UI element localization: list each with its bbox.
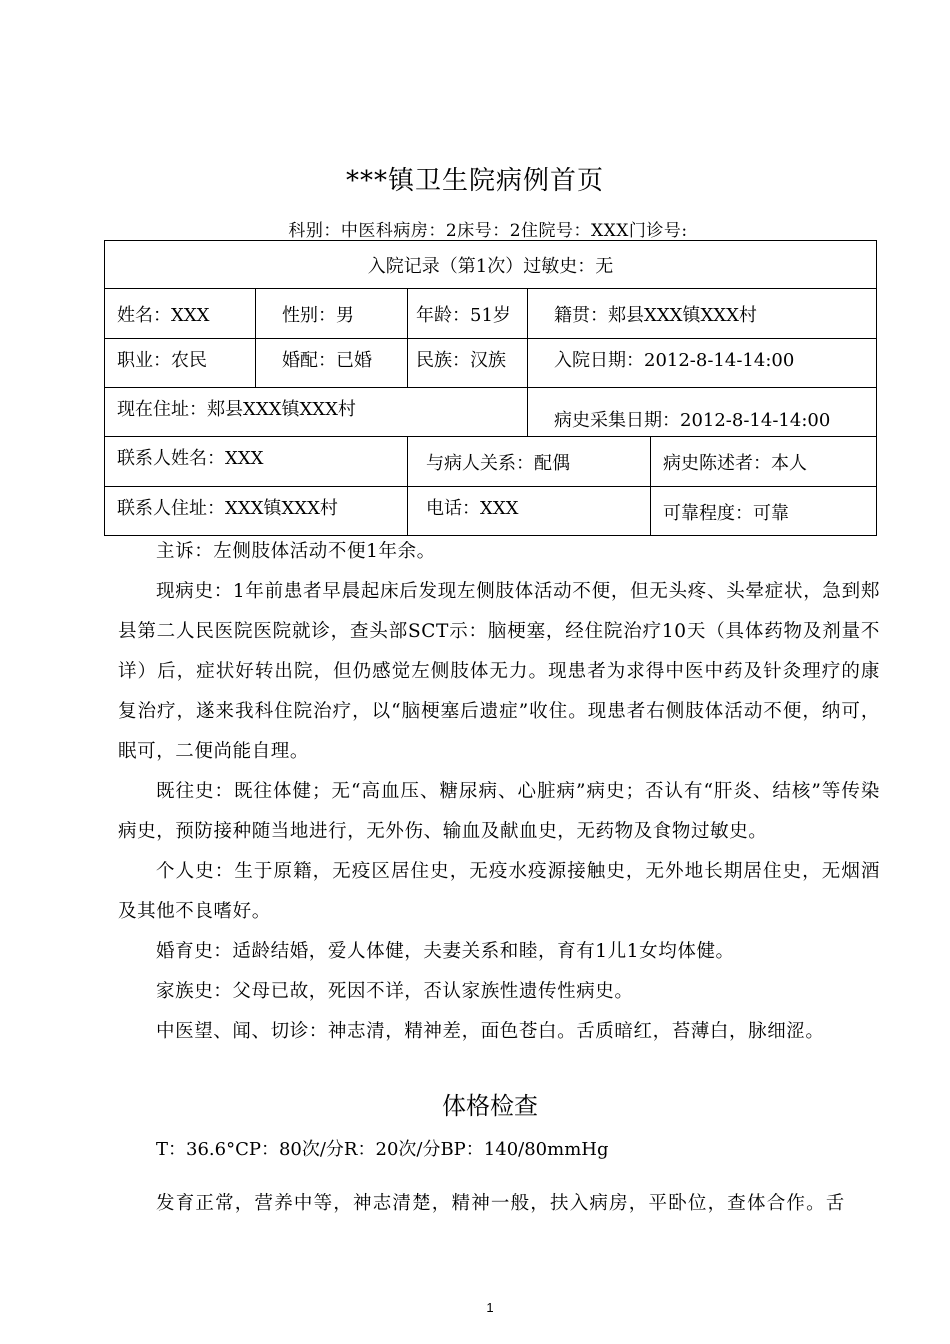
family-history: 家族史：父母已故，死因不详，否认家族性遗传性病史。	[156, 981, 634, 1002]
current-address: 现在住址：郏县XXX镇XXX村	[105, 388, 528, 437]
personal-history: 个人史：生于原籍，无疫区居住史，无疫水疫源接触史，无外地长期居住史，无烟酒及其他不良嗜好。	[118, 861, 880, 922]
physical-exam-heading: 体格检查	[442, 1092, 538, 1120]
history-narrator: 病史陈述者：本人	[651, 437, 877, 487]
marital-history: 婚育史：适龄结婚，爱人体健，夫妻关系和睦，育有1儿1女均体健。	[156, 941, 735, 962]
page-number: 1	[486, 1300, 494, 1315]
native-place: 籍贯：郏县XXX镇XXX村	[528, 289, 877, 339]
patient-occupation: 职业：农民	[105, 339, 256, 388]
contact-name: 联系人姓名：XXX	[105, 437, 408, 487]
history-date: 病史采集日期：2012-8-14-14:00	[528, 388, 877, 437]
past-history: 既往史：既往体健；无“高血压、糖尿病、心脏病”病史；否认有“肝炎、结核”等传染病史，预防接种随当地进行，无外伤、输血及献血史，无药物及食物过敏史。	[118, 781, 880, 842]
present-illness: 现病史：1年前患者早晨起床后发现左侧肢体活动不便，但无头疼、头晕症状，急到郏县第二人民医院医院就诊，查头部SCT示：脑梗塞，经住院治疗10天（具体药物及剂量不详）后，症状好转出院，但仍感觉左侧肢体无力。现患者为求得中医中药及针灸理疗的康复治疗，遂来我科住院治疗，以“脑梗塞后遗症”收住。现患者右侧肢体活动不便，纳可，眠可，二便尚能自理。	[118, 581, 880, 762]
chief-complaint: 主诉：左侧肢体活动不便1年余。	[156, 541, 436, 562]
tcm-diagnosis: 中医望、闻、切诊：神志清，精神差，面色苍白。舌质暗红，苔薄白，脉细涩。	[156, 1021, 825, 1042]
relation-to-patient: 与病人关系：配偶	[408, 437, 651, 487]
department-line: 科别：中医科病房：2床号：2住院号：XXX门诊号:	[288, 221, 688, 241]
admission-date: 入院日期：2012-8-14-14:00	[528, 339, 877, 388]
patient-age: 年龄：51岁	[408, 289, 528, 339]
patient-gender: 性别：男	[256, 289, 408, 339]
patient-ethnicity: 民族：汉族	[408, 339, 528, 388]
medical-history-body	[118, 532, 880, 1052]
marital-status: 婚配：已婚	[256, 339, 408, 388]
contact-address: 联系人住址：XXX镇XXX村	[105, 487, 408, 536]
admission-record-table	[104, 240, 877, 536]
physical-exam-text	[118, 1184, 880, 1224]
document-title: ***镇卫生院病例首页	[345, 166, 604, 196]
exam-paragraph: 发育正常，营养中等，神志清楚，精神一般，扶入病房，平卧位，查体合作。舌	[156, 1193, 846, 1214]
patient-name: 姓名：XXX	[105, 289, 256, 339]
record-header: 入院记录（第1次）过敏史：无	[105, 241, 877, 289]
reliability: 可靠程度：可靠	[651, 487, 877, 536]
contact-phone: 电话：XXX	[408, 487, 651, 536]
vital-signs: T：36.6°CP：80次/分R：20次/分BP：140/80mmHg	[156, 1139, 609, 1160]
